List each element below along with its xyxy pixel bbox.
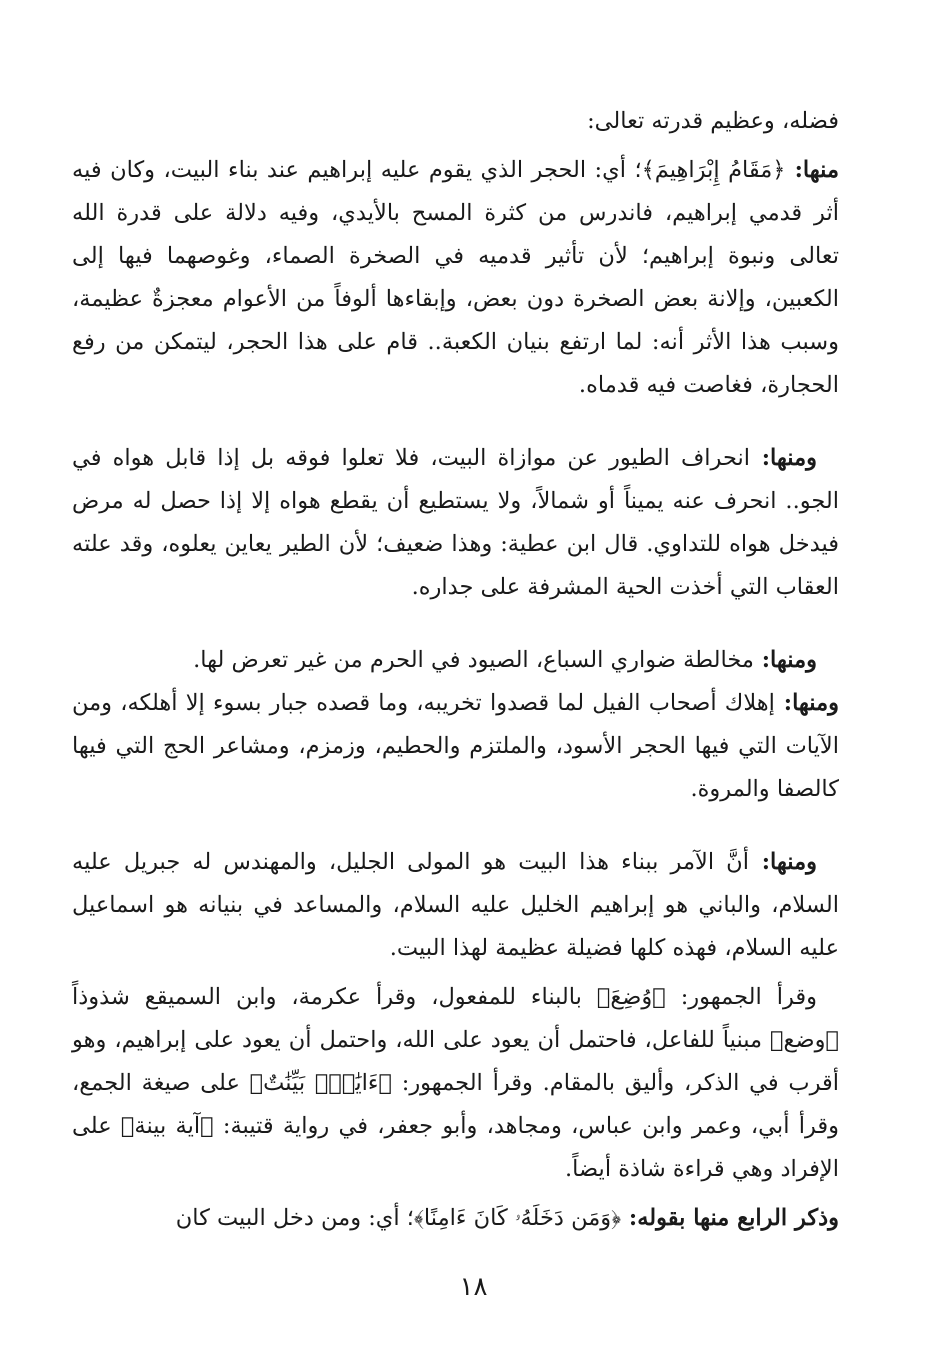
paragraph-elephant — [72, 682, 839, 811]
paragraph-lead: وذكر الرابع منها بقوله: — [621, 1205, 839, 1231]
paragraph-text: أنَّ الآمر ببناء هذا البيت هو المولى الجليل، والمهندس له جبريل عليه السلام، والباني هو إبراهيم الخليل عليه السلام، والمساعد في بنيانه هو اسماعيل عليه السلام، فهذه كلها فضيلة عظيمة لهذا البيت. — [72, 849, 839, 961]
page-body — [72, 100, 839, 1240]
paragraph-lead: ومنها: — [753, 647, 817, 673]
paragraph-intro — [72, 100, 839, 143]
paragraph-fourth — [72, 1197, 839, 1240]
page-number: ١٨ — [459, 1272, 488, 1302]
paragraph-builders — [72, 841, 839, 970]
paragraph-lead: ومنها: — [774, 690, 839, 716]
paragraph-lead: ومنها: — [748, 849, 817, 875]
paragraph-text: إهلاك أصحاب الفيل لما قصدوا تخريبه، وما قصده جبار بسوء إلا أهلكه، ومن الآيات التي فيها الحجر الأسود، والملتزم والحطيم، وزمزم، ومشاعر الحج التي فيها كالصفا والمروة. — [72, 690, 839, 802]
paragraph-text: ﴿مَقَامُ إِبْرَاهِيمَ﴾؛ أي: الحجر الذي يقوم عليه إبراهيم عند بناء البيت، وكان فيه أثر قدمي إبراهيم، فاندرس من كثرة المسح بالأيدي، وفيه دلالة على قدرة الله تعالى ونبوة إبراهيم؛ لأن تأثير قدميه في الصخرة الصماء، وغوصهما فيها إلى الكعبين، وإلانة بعض الصخرة دون بعض، وإبقاءها ألوفاً من الأعوام معجزةٌ عظيمة، وسبب هذا الأثر أنه: لما ارتفع بنيان الكعبة.. قام على هذا الحجر، ليتمكن من رفع الحجارة، فغاصت فيه قدماه. — [72, 157, 839, 398]
paragraph-text: ﴿وَمَن دَخَلَهُۥ كَانَ ءَامِنًا﴾؛ أي: ومن دخل البيت كان — [175, 1205, 622, 1231]
paragraph-predators — [72, 639, 839, 682]
paragraph-text: مخالطة ضواري السباع، الصيود في الحرم من غير تعرض لها. — [193, 647, 754, 673]
paragraph-text: وقرأ الجمهور: ﴿وُضِعَ﴾ بالبناء للمفعول، وقرأ عكرمة، وابن السميقع شذوذاً ﴿وضع﴾ مبنياً للفاعل، فاحتمل أن يعود على الله، واحتمل أن يعود على إبراهيم، وهو أقرب في الذكر، وأليق بالمقام. وقرأ الجمهور: ﴿ءَايَٰتُۢ بَيِّنَٰتٌ﴾ على صيغة الجمع، وقرأ أبي، وعمر وابن عباس، ومجاهد، وأبو جعفر، في رواية قتيبة: ﴿آية بينة﴾ على الإفراد وهي قراءة شاذة أيضاً. — [72, 984, 839, 1182]
paragraph-maqam-ibrahim — [72, 149, 839, 407]
paragraph-lead: ومنها: — [749, 445, 817, 471]
paragraph-text: فضله، وعظيم قدرته تعالى: — [587, 108, 839, 134]
paragraph-lead: منها: — [785, 157, 840, 183]
paragraph-text: انحراف الطيور عن موازاة البيت، فلا تعلوا فوقه بل إذا قابل هواه في الجو.. انحرف عنه يميناً أو شمالاً، ولا يستطيع أن يقطع هواه إلا إذا حصل له مرض فيدخل هواه للتداوي. قال ابن عطية: وهذا ضعيف؛ لأن الطير يعاين يعلوه، وقد علته العقاب التي أخذت الحية المشرفة على جداره. — [72, 445, 839, 600]
paragraph-birds — [72, 437, 839, 609]
paragraph-readings — [72, 976, 839, 1191]
